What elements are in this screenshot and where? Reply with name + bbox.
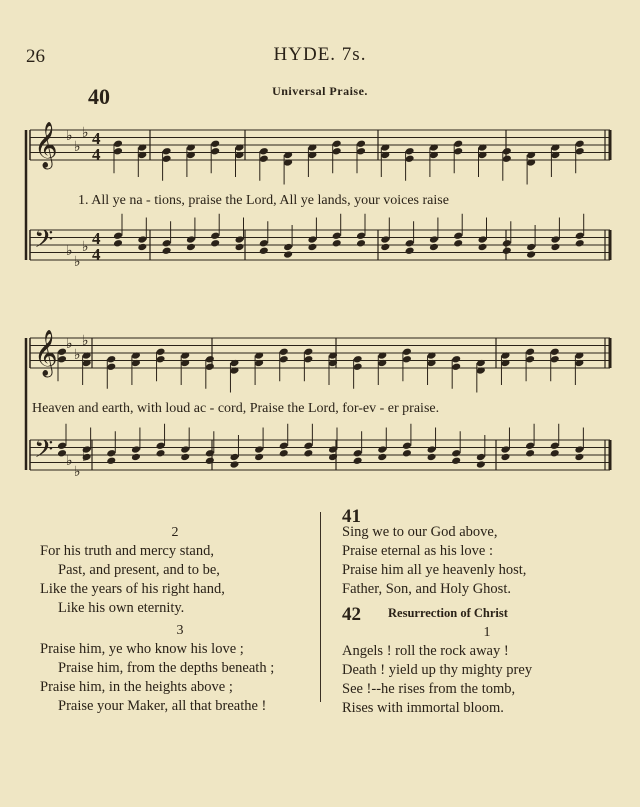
notehead <box>205 362 215 371</box>
notehead <box>162 154 172 163</box>
notehead <box>353 456 363 465</box>
notehead <box>156 449 166 458</box>
verse-line: Angels ! roll the rock away ! <box>342 643 509 659</box>
notehead <box>502 246 512 255</box>
notehead <box>57 355 67 364</box>
column-divider <box>320 512 321 702</box>
notehead <box>451 449 461 458</box>
notehead <box>303 441 313 450</box>
notehead <box>427 445 437 454</box>
notehead <box>106 456 116 465</box>
notehead <box>180 445 190 454</box>
notehead <box>229 453 239 462</box>
notehead <box>279 441 289 450</box>
hymn-42-title: Resurrection of Christ <box>388 606 508 620</box>
notehead <box>575 239 585 248</box>
notehead <box>356 147 366 156</box>
verse-line: Praise him, ye who know his love ; <box>40 641 244 657</box>
notehead <box>332 239 342 248</box>
notehead <box>377 453 387 462</box>
notehead <box>283 243 293 252</box>
notehead <box>279 449 289 458</box>
notehead <box>332 147 342 156</box>
notehead <box>451 362 461 371</box>
hymn-number-41: 41 <box>342 506 361 527</box>
notehead <box>453 147 463 156</box>
verse-line: For his truth and mercy stand, <box>40 543 214 559</box>
treble-clef-icon: 𝄞 <box>34 330 58 376</box>
notehead <box>156 355 166 364</box>
notehead <box>186 235 196 244</box>
notehead <box>405 246 415 255</box>
notehead <box>525 355 535 364</box>
notehead <box>259 147 269 156</box>
notehead <box>575 139 585 148</box>
notehead <box>180 453 190 462</box>
flat-icon: ♭ <box>66 454 73 469</box>
notehead <box>254 453 264 462</box>
hymn-number-42: 42 <box>342 604 361 625</box>
notehead <box>205 456 215 465</box>
verse-line: Praise him, in the heights above ; <box>40 679 233 695</box>
notehead <box>405 147 415 156</box>
notehead <box>137 243 147 252</box>
notehead <box>259 239 269 248</box>
notehead <box>259 154 269 163</box>
notehead <box>377 445 387 454</box>
time-signature-top: 4 <box>92 229 101 248</box>
notehead <box>575 147 585 156</box>
notehead <box>283 250 293 259</box>
notehead <box>113 231 123 240</box>
notehead <box>162 147 172 156</box>
notehead <box>525 449 535 458</box>
verse-number: 1 <box>483 625 491 640</box>
notehead <box>131 453 141 462</box>
notehead <box>502 239 512 248</box>
verse-line: Rises with immortal bloom. <box>342 700 504 716</box>
notehead <box>402 449 412 458</box>
notehead <box>210 231 220 240</box>
notehead <box>113 147 123 156</box>
notehead <box>402 355 412 364</box>
notehead <box>478 235 488 244</box>
notehead <box>453 239 463 248</box>
notehead <box>106 362 116 371</box>
notehead <box>476 453 486 462</box>
notehead <box>353 449 363 458</box>
notehead <box>113 139 123 148</box>
lyric-line-2: Heaven and earth, with loud ac - cord, Praise the Lord, for-ev - er praise. <box>32 401 440 416</box>
verse-2 <box>40 523 310 618</box>
verse-number: 3 <box>176 623 184 638</box>
lyric-line-1: 1. All ye na - tions, praise the Lord, All ye lands, your voices raise <box>78 193 449 208</box>
notehead <box>550 449 560 458</box>
notehead <box>429 243 439 252</box>
notehead <box>113 239 123 248</box>
notehead <box>550 441 560 450</box>
flat-icon: ♭ <box>74 140 81 155</box>
notehead <box>156 441 166 450</box>
flat-icon: ♭ <box>66 244 73 259</box>
hymn-title: Universal Praise. <box>272 84 368 98</box>
treble-clef-icon: 𝄞 <box>34 122 58 168</box>
verse-3 <box>40 621 320 716</box>
flat-icon: ♭ <box>82 334 89 349</box>
notehead <box>405 239 415 248</box>
flat-icon: ♭ <box>74 348 81 363</box>
notehead <box>453 139 463 148</box>
notehead <box>526 250 536 259</box>
flat-icon: ♭ <box>82 126 89 141</box>
notehead <box>402 441 412 450</box>
notehead <box>332 231 342 240</box>
flat-icon: ♭ <box>66 337 73 352</box>
notehead <box>380 243 390 252</box>
notehead <box>279 355 289 364</box>
time-signature-bottom: 4 <box>92 145 101 164</box>
flat-icon: ♭ <box>74 255 81 270</box>
notehead <box>427 453 437 462</box>
verse-line: Death ! yield up thy mighty prey <box>342 662 533 678</box>
notehead <box>279 347 289 356</box>
notehead <box>405 154 415 163</box>
flat-icon: ♭ <box>82 240 89 255</box>
notehead <box>550 355 560 364</box>
notehead <box>186 243 196 252</box>
hymn-41-text <box>342 523 632 599</box>
notehead <box>131 445 141 454</box>
notehead <box>380 235 390 244</box>
notehead <box>353 362 363 371</box>
verse-line: Praise him all ye heavenly host, <box>342 562 527 578</box>
verse-line: Father, Son, and Holy Ghost. <box>342 581 511 597</box>
notehead <box>550 347 560 356</box>
verse-line: Like the years of his right hand, <box>40 581 225 597</box>
notehead <box>106 355 116 364</box>
hymn-42-verse-1 <box>342 623 632 718</box>
notehead <box>205 449 215 458</box>
verse-line: Praise him, from the depths beneath ; <box>58 660 275 676</box>
notehead <box>453 231 463 240</box>
notehead <box>429 235 439 244</box>
notehead <box>574 453 584 462</box>
notehead <box>137 235 147 244</box>
notehead <box>106 449 116 458</box>
notehead <box>525 441 535 450</box>
notehead <box>574 445 584 454</box>
notehead <box>356 231 366 240</box>
notehead <box>500 445 510 454</box>
notehead <box>500 453 510 462</box>
bass-clef-icon: 𝄢 <box>34 435 54 470</box>
notehead <box>205 355 215 364</box>
notehead <box>502 147 512 156</box>
verse-line: Sing we to our God above, <box>342 524 498 540</box>
notehead <box>210 139 220 148</box>
notehead <box>162 239 172 248</box>
notehead <box>451 456 461 465</box>
notehead <box>353 355 363 364</box>
notehead <box>303 355 313 364</box>
notehead <box>307 243 317 252</box>
bass-clef-icon: 𝄢 <box>34 225 54 260</box>
verse-line: Past, and present, and to be, <box>58 562 220 578</box>
notehead <box>451 355 461 364</box>
notehead <box>356 139 366 148</box>
notehead <box>526 243 536 252</box>
notehead <box>162 246 172 255</box>
notehead <box>550 243 560 252</box>
notehead <box>550 235 560 244</box>
hymn-number-40: 40 <box>88 84 110 109</box>
notehead <box>307 235 317 244</box>
flat-icon: ♭ <box>66 129 73 144</box>
notehead <box>57 441 67 450</box>
notehead <box>525 347 535 356</box>
notehead <box>210 239 220 248</box>
verse-line: Praise eternal as his love : <box>342 543 493 559</box>
notehead <box>332 139 342 148</box>
notehead <box>478 243 488 252</box>
notehead <box>235 243 245 252</box>
notehead <box>235 235 245 244</box>
notehead <box>502 154 512 163</box>
verse-line: Like his own eternity. <box>58 600 185 616</box>
time-signature-bottom: 4 <box>92 245 101 264</box>
flat-icon: ♭ <box>74 465 81 480</box>
notehead <box>402 347 412 356</box>
notehead <box>210 147 220 156</box>
notehead <box>259 246 269 255</box>
notehead <box>356 239 366 248</box>
verse-number: 2 <box>171 525 179 540</box>
page-number: 26 <box>26 46 45 67</box>
notehead <box>476 460 486 469</box>
verse-line: Praise your Maker, all that breathe ! <box>58 698 267 714</box>
notehead <box>303 449 313 458</box>
verse-line: See !--he rises from the tomb, <box>342 681 516 697</box>
notehead <box>156 347 166 356</box>
notehead <box>303 347 313 356</box>
notehead <box>254 445 264 454</box>
notehead <box>575 231 585 240</box>
time-signature-top: 4 <box>92 129 101 148</box>
notehead <box>229 460 239 469</box>
running-head: HYDE. 7s. <box>273 44 367 65</box>
